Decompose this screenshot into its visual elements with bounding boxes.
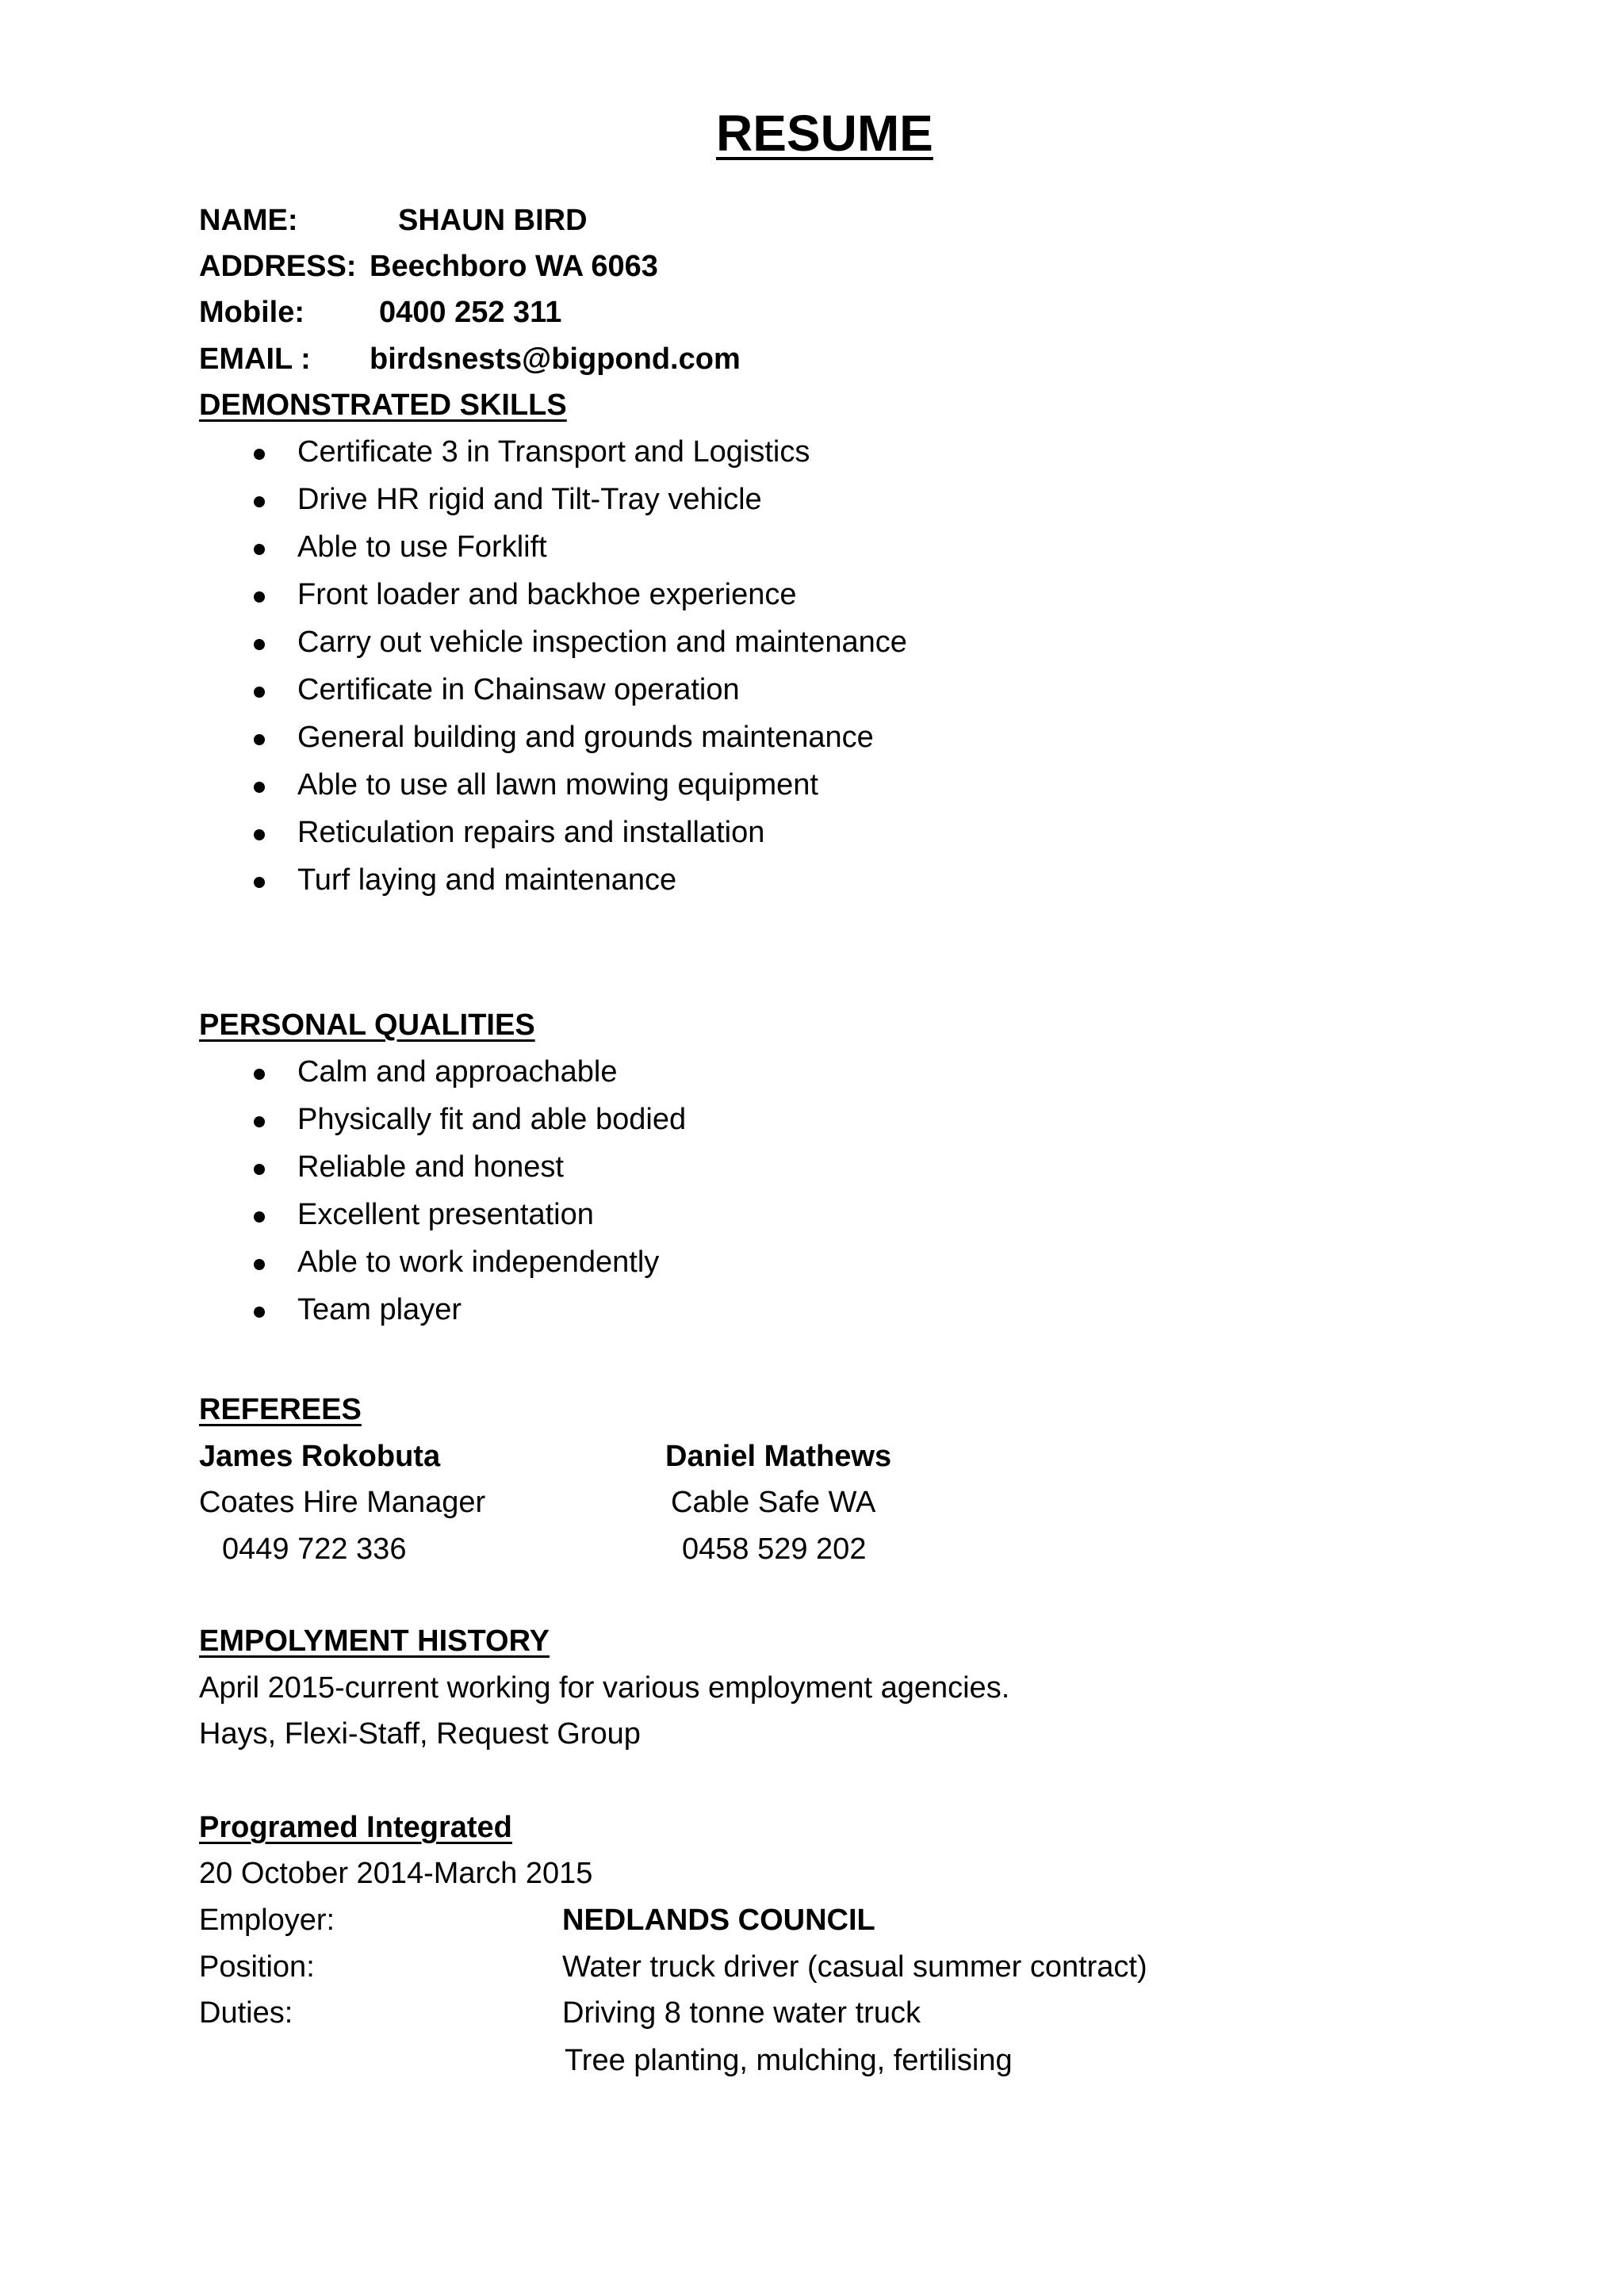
list-item: Turf laying and maintenance	[254, 856, 907, 904]
list-item: Reticulation repairs and installation	[254, 809, 907, 856]
duties-line-2: Tree planting, mulching, fertilising	[565, 2044, 1013, 2077]
mobile-label: Mobile:	[199, 296, 304, 329]
list-item: Able to use Forklift	[254, 523, 907, 571]
referee-1-phone: 0449 722 336	[222, 1533, 407, 1566]
list-item: Reliable and honest	[254, 1143, 686, 1191]
skills-heading: DEMONSTRATED SKILLS	[199, 388, 567, 422]
list-item: Certificate in Chainsaw operation	[254, 666, 907, 714]
address-value: Beechboro WA 6063	[370, 250, 658, 283]
referee-2-name: Daniel Mathews	[665, 1440, 892, 1473]
programed-heading: Programed Integrated	[199, 1811, 512, 1844]
list-item: Physically fit and able bodied	[254, 1096, 686, 1143]
list-item: Calm and approachable	[254, 1048, 686, 1096]
referee-1-name: James Rokobuta	[199, 1440, 441, 1473]
duties-line-1: Driving 8 tonne water truck	[562, 1996, 921, 2030]
email-label: EMAIL :	[199, 342, 311, 376]
position-value: Water truck driver (casual summer contract)	[562, 1950, 1147, 1984]
referee-2-phone: 0458 529 202	[682, 1533, 867, 1566]
mobile-value: 0400 252 311	[379, 296, 562, 329]
referee-2-role: Cable Safe WA	[671, 1486, 876, 1519]
qualities-heading: PERSONAL QUALITIES	[199, 1008, 535, 1042]
page-title: RESUME	[716, 105, 933, 162]
list-item: Able to use all lawn mowing equipment	[254, 761, 907, 809]
employer-label: Employer:	[199, 1904, 335, 1937]
address-label: ADDRESS:	[199, 250, 357, 283]
duties-label: Duties:	[199, 1996, 293, 2030]
list-item: Team player	[254, 1286, 686, 1334]
employment-heading: EMPOLYMENT HISTORY	[199, 1624, 550, 1658]
list-item: Front loader and backhoe experience	[254, 571, 907, 618]
employer-value: NEDLANDS COUNCIL	[562, 1904, 875, 1937]
email-value: birdsnests@bigpond.com	[370, 342, 741, 376]
qualities-list	[254, 1048, 686, 1334]
list-item: Carry out vehicle inspection and maintenance	[254, 618, 907, 666]
employment-line-2: Hays, Flexi-Staff, Request Group	[199, 1717, 641, 1751]
list-item: Excellent presentation	[254, 1191, 686, 1238]
list-item: Able to work independently	[254, 1238, 686, 1286]
referees-heading: REFEREES	[199, 1393, 362, 1426]
list-item: General building and grounds maintenance	[254, 714, 907, 761]
skills-list	[254, 428, 907, 904]
programed-dates: 20 October 2014-March 2015	[199, 1857, 593, 1890]
list-item: Drive HR rigid and Tilt-Tray vehicle	[254, 476, 907, 523]
name-value: SHAUN BIRD	[398, 204, 588, 237]
employment-line-1: April 2015-current working for various employment agencies.	[199, 1671, 1010, 1705]
name-label: NAME:	[199, 204, 298, 237]
list-item: Certificate 3 in Transport and Logistics	[254, 428, 907, 476]
referee-1-role: Coates Hire Manager	[199, 1486, 486, 1519]
position-label: Position:	[199, 1950, 315, 1984]
